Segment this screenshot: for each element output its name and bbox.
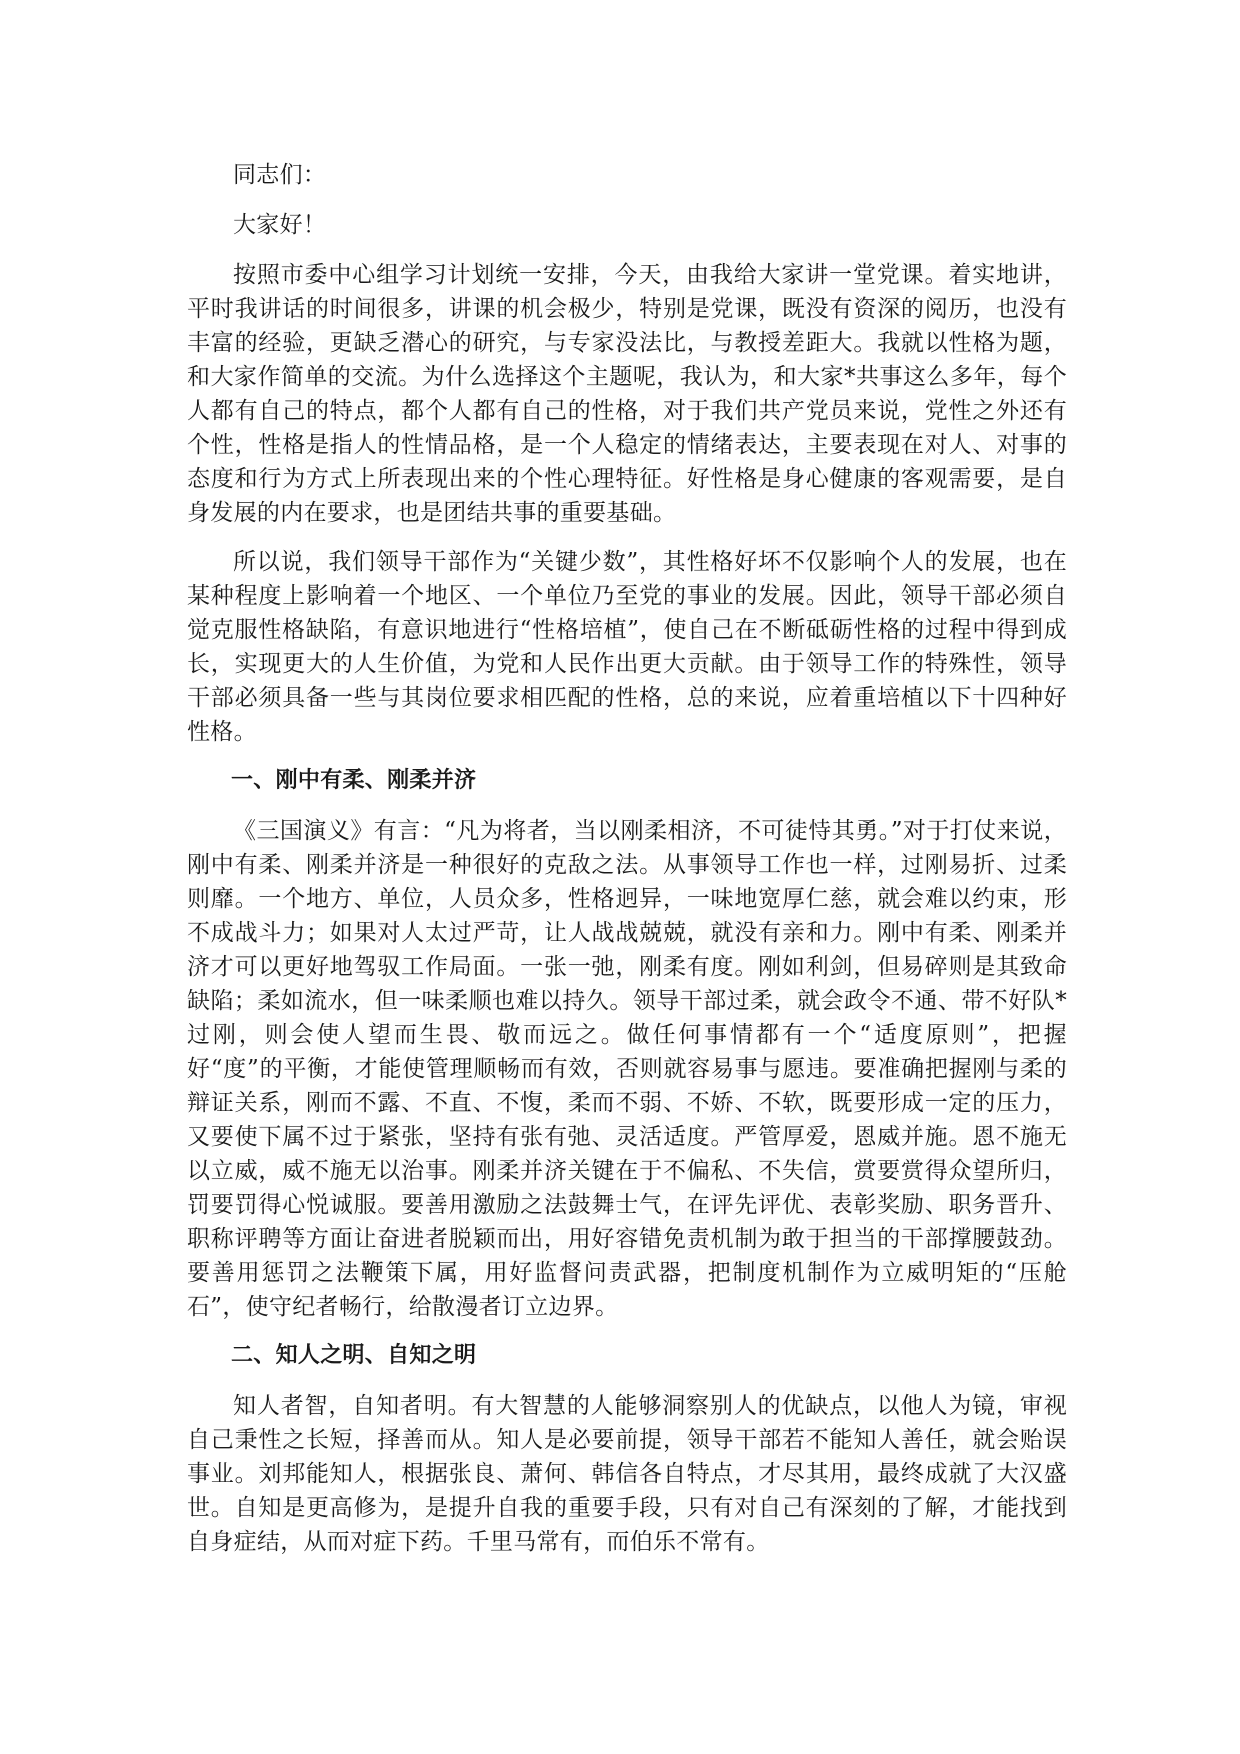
document-page xyxy=(187,158,1067,1574)
section-heading: 二、知人之明、自知之明 xyxy=(231,1343,477,1368)
salutation: 同志们： xyxy=(233,162,327,188)
intro-paragraph: 所以说，我们领导干部作为“关键少数”，其性格好坏不仅影响个人的发展，也在某种程度上影响着一个地区、一个单位乃至党的事业的发展。因此，领导干部必须自觉克服性格缺陷，有意识地进行“性格培植”，使自己在不断砥砺性格的过程中得到成长，实现更大的人生价值，为党和人民作出更大贡献。由于领导工作的特殊性，领导干部必须具备一些与其岗位要求相匹配的性格，总的来说，应着重培植以下十四种好性格。 xyxy=(187,549,1067,745)
section-body: 《三国演义》有言：“凡为将者，当以刚柔相济，不可徒恃其勇。”对于打仗来说，刚中有柔、刚柔并济是一种很好的克敌之法。从事领导工作也一样，过刚易折、过柔则靡。一个地方、单位，人员众多，性格迥异，一味地宽厚仁慈，就会难以约束，形不成战斗力；如果对人太过严苛，让人战战兢兢，就没有亲和力。刚中有柔、刚柔并济才可以更好地驾驭工作局面。一张一弛，刚柔有度。刚如利剑，但易碎则是其致命缺陷；柔如流水，但一味柔顺也难以持久。领导干部过柔，就会政令不通、带不好队*过刚，则会使人望而生畏、敬而远之。做任何事情都有一个“适度原则”，把握好“度”的平衡，才能使管理顺畅而有效，否则就容易事与愿违。要准确把握刚与柔的辩证关系，刚而不露、不直、不愎，柔而不弱、不娇、不软，既要形成一定的压力，又要使下属不过于紧张，坚持有张有弛、灵活适度。严管厚爱，恩威并施。恩不施无以立威，威不施无以治事。刚柔并济关键在于不偏私、不失信，赏要赏得众望所归，罚要罚得心悦诚服。要善用激励之法鼓舞士气，在评先评优、表彰奖励、职务晋升、职称评聘等方面让奋进者脱颖而出，用好容错免责机制为敢于担当的干部撑腰鼓劲。要善用惩罚之法鞭策下属，用好监督问责武器，把制度机制作为立威明矩的“压舱石”，使守纪者畅行，给散漫者订立边界。 xyxy=(187,818,1067,1320)
intro-paragraph: 按照市委中心组学习计划统一安排，今天，由我给大家讲一堂党课。着实地讲，平时我讲话的时间很多，讲课的机会极少，特别是党课，既没有资深的阅历，也没有丰富的经验，更缺乏潜心的研究，与专家没法比，与教授差距大。我就以性格为题，和大家作简单的交流。为什么选择这个主题呢，我认为，和大家*共事这么多年，每个人都有自己的特点，都个人都有自己的性格，对于我们共产党员来说，党性之外还有个性，性格是指人的性情品格，是一个人稳定的情绪表达，主要表现在对人、对事的态度和行为方式上所表现出来的个性心理特征。好性格是身心健康的客观需要，是自身发展的内在要求，也是团结共事的重要基础。 xyxy=(187,262,1067,526)
section-body: 知人者智，自知者明。有大智慧的人能够洞察别人的优缺点，以他人为镜，审视自己秉性之长短，择善而从。知人是必要前提，领导干部若不能知人善任，就会贻误事业。刘邦能知人，根据张良、萧何、韩信各自特点，才尽其用，最终成就了大汉盛世。自知是更高修为，是提升自我的重要手段，只有对自己有深刻的了解，才能找到自身症结，从而对症下药。千里马常有，而伯乐不常有。 xyxy=(187,1393,1067,1555)
section-heading: 一、刚中有柔、刚柔并济 xyxy=(231,768,477,793)
greeting: 大家好！ xyxy=(233,212,327,238)
